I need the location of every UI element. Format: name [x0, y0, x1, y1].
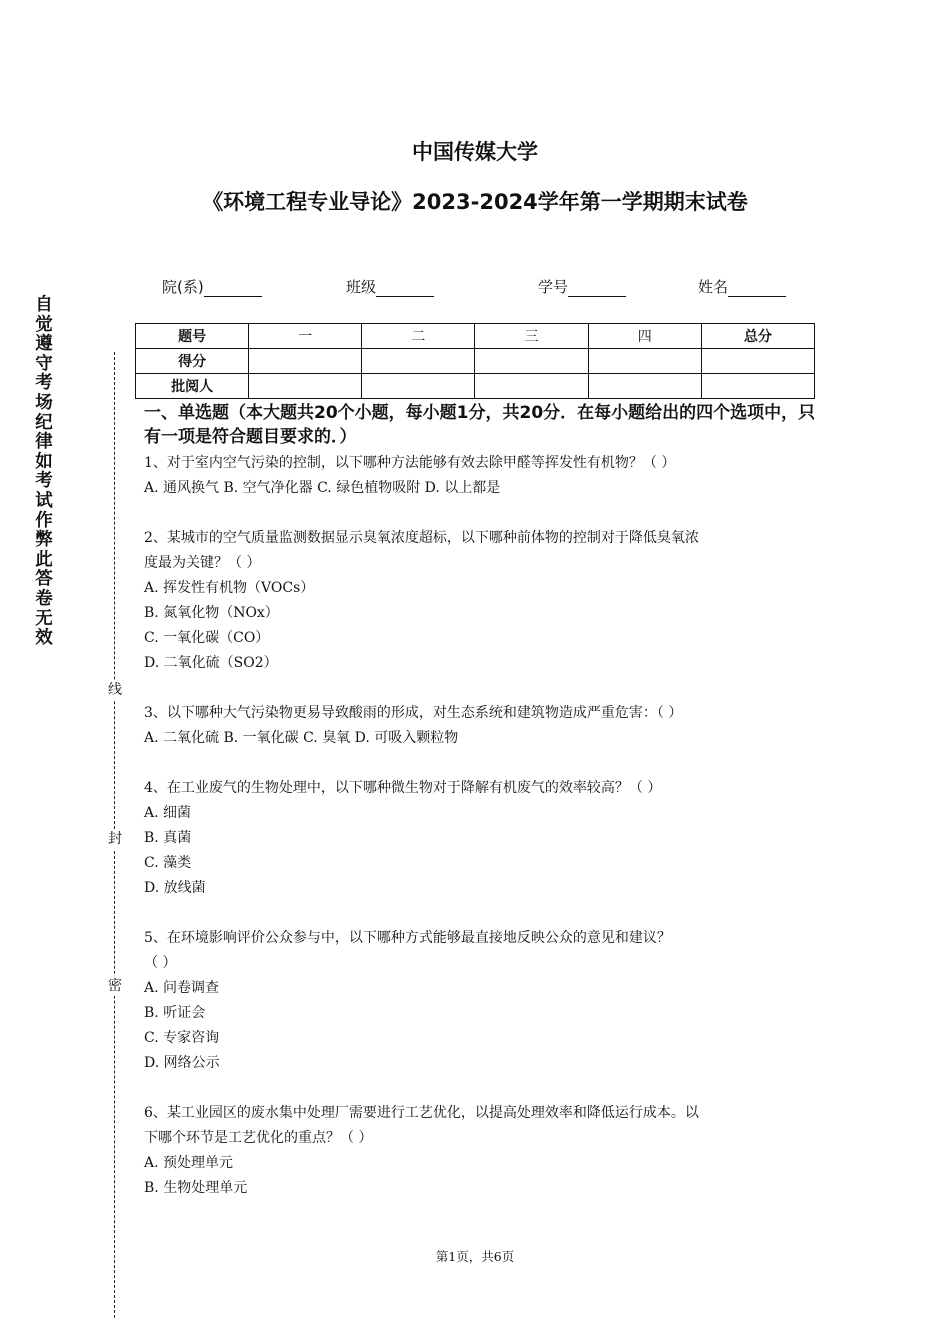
class-label: 班级	[346, 278, 377, 296]
question-option[interactable]: D. 放线菌	[144, 880, 206, 896]
dept-blank[interactable]	[204, 280, 262, 297]
score-cell[interactable]	[588, 349, 701, 374]
name-blank[interactable]	[728, 280, 786, 297]
side-warning-char: 纪	[35, 412, 53, 433]
question-option[interactable]: B. 真菌	[144, 830, 192, 846]
question-option[interactable]: B. 生物处理单元	[144, 1180, 248, 1196]
side-warning-char: 试	[35, 490, 53, 511]
side-warning-char: 无	[35, 608, 53, 629]
side-warning-char: 守	[35, 353, 53, 374]
seal-close-char: 密	[104, 976, 126, 996]
dept-label: 院(系)	[162, 278, 204, 296]
side-warning-char: 觉	[35, 314, 53, 335]
seal-line-char: 线	[104, 680, 126, 700]
question-list	[144, 451, 816, 1201]
question-option[interactable]: A. 挥发性有机物（VOCs）	[144, 580, 315, 596]
score-row	[136, 349, 815, 374]
side-warning-char: 律	[35, 432, 53, 453]
name-field[interactable]	[698, 276, 786, 297]
score-header-cell: 一	[249, 324, 362, 349]
question-stem: （ ）	[144, 955, 177, 971]
score-cell[interactable]	[701, 349, 814, 374]
question-option[interactable]: A. 二氧化硫 B. 一氧化碳 C. 臭氧 D. 可吸入颗粒物	[144, 730, 459, 746]
question-spacer	[144, 501, 816, 526]
grader-row	[136, 374, 815, 399]
question-stem: 4、在工业废气的生物处理中，以下哪种微生物对于降解有机废气的效率较高？（ ）	[144, 780, 662, 796]
score-header-cell: 总分	[701, 324, 814, 349]
question-option[interactable]: B. 听证会	[144, 1005, 206, 1021]
side-warning-char: 考	[35, 471, 53, 492]
question-option[interactable]: D. 网络公示	[144, 1055, 220, 1071]
score-cell[interactable]	[249, 349, 362, 374]
side-warning-char: 作	[35, 510, 53, 531]
side-warning-char: 卷	[35, 588, 53, 609]
question-item	[144, 776, 816, 901]
grader-cell[interactable]	[701, 374, 814, 399]
question-spacer	[144, 751, 816, 776]
class-field[interactable]	[346, 276, 434, 297]
question-option[interactable]: C. 专家咨询	[144, 1030, 220, 1046]
side-warning-char: 答	[35, 569, 53, 590]
school-name: 中国传媒大学	[412, 140, 538, 164]
side-warning-char: 遵	[35, 334, 53, 355]
question-option[interactable]: A. 问卷调查	[144, 980, 220, 996]
side-warning-char: 此	[35, 549, 53, 570]
question-stem: 1、对于室内空气污染的控制，以下哪种方法能够有效去除甲醛等挥发性有机物？（ ）	[144, 455, 676, 471]
grader-cell[interactable]	[475, 374, 588, 399]
exam-content	[144, 401, 816, 1201]
question-stem: 2、某城市的空气质量监测数据显示臭氧浓度超标，以下哪种前体物的控制对于降低臭氧浓	[144, 530, 699, 546]
question-stem: 6、某工业园区的废水集中处理厂需要进行工艺优化，以提高处理效率和降低运行成本。以	[144, 1105, 699, 1121]
score-table	[135, 323, 815, 399]
question-stem: 下哪个环节是工艺优化的重点？（ ）	[144, 1130, 373, 1146]
dept-field[interactable]	[162, 276, 262, 297]
question-option[interactable]: C. 藻类	[144, 855, 192, 871]
side-warning-text	[32, 296, 56, 649]
grader-cell[interactable]	[249, 374, 362, 399]
page-number: 第1页，共6页	[435, 1249, 515, 1264]
question-spacer	[144, 676, 816, 701]
student-id-label: 学号	[538, 278, 569, 296]
class-blank[interactable]	[376, 280, 434, 297]
question-spacer	[144, 901, 816, 926]
question-item	[144, 526, 816, 676]
question-option[interactable]: C. 一氧化碳（CO）	[144, 630, 270, 646]
question-item	[144, 926, 816, 1076]
question-option[interactable]: A. 细菌	[144, 805, 192, 821]
grader-cell[interactable]	[588, 374, 701, 399]
score-header-cell: 二	[362, 324, 475, 349]
score-header-cell: 四	[588, 324, 701, 349]
question-option[interactable]: A. 通风换气 B. 空气净化器 C. 绿色植物吸附 D. 以上都是	[144, 480, 501, 496]
score-cell[interactable]	[362, 349, 475, 374]
question-item	[144, 701, 816, 751]
side-warning-char: 如	[35, 451, 53, 472]
student-id-blank[interactable]	[568, 280, 626, 297]
side-warning-char: 效	[35, 628, 53, 649]
side-warning-char: 自	[35, 295, 53, 315]
section-heading: 一、单选题（本大题共20个小题，每小题1分，共20分．在每小题给出的四个选项中，只有一项是符合题目要求的．）	[144, 403, 816, 447]
question-option[interactable]: A. 预处理单元	[144, 1155, 234, 1171]
grader-cell[interactable]	[362, 374, 475, 399]
question-option[interactable]: B. 氮氧化物（NOx）	[144, 605, 279, 621]
score-row-label: 得分	[136, 349, 249, 374]
side-warning-char: 弊	[35, 530, 53, 551]
question-option[interactable]: D. 二氧化硫（SO2）	[144, 655, 278, 671]
side-warning-char: 场	[35, 392, 53, 413]
exam-title: 《环境工程专业导论》2023-2024学年第一学期期末试卷	[202, 190, 748, 214]
question-stem: 5、在环境影响评价公众参与中，以下哪种方式能够最直接地反映公众的意见和建议？	[144, 930, 671, 946]
score-header-cell: 题号	[136, 324, 249, 349]
score-table-header-row	[136, 324, 815, 349]
question-item	[144, 451, 816, 501]
score-cell[interactable]	[475, 349, 588, 374]
name-label: 姓名	[698, 278, 729, 296]
grader-row-label: 批阅人	[136, 374, 249, 399]
question-item	[144, 1101, 816, 1201]
question-spacer	[144, 1076, 816, 1101]
student-id-field[interactable]	[538, 276, 626, 297]
seal-seal-char: 封	[104, 829, 126, 849]
side-warning-char: 考	[35, 373, 53, 394]
score-header-cell: 三	[475, 324, 588, 349]
student-info-row	[0, 276, 950, 300]
question-stem: 度最为关键？（ ）	[144, 555, 261, 571]
question-stem: 3、以下哪种大气污染物更易导致酸雨的形成，对生态系统和建筑物造成严重危害：（ ）	[144, 705, 683, 721]
